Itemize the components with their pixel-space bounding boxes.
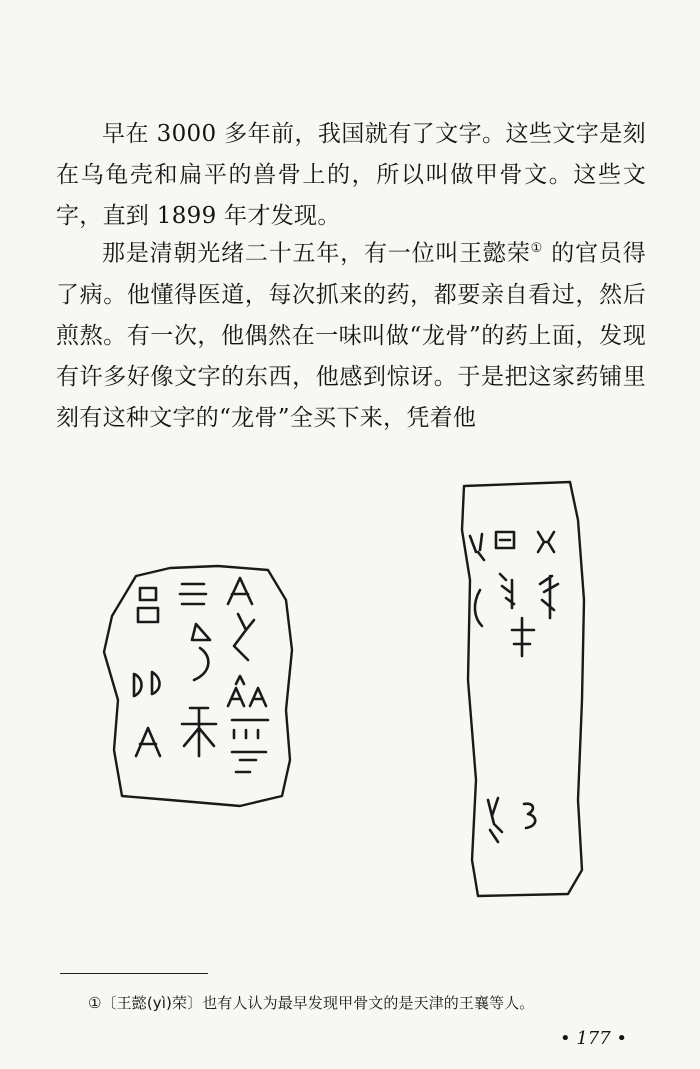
oracle-glyph-stack xyxy=(232,720,268,772)
oracle-glyph-branch xyxy=(234,614,254,660)
oracle-glyph-moon xyxy=(192,624,210,680)
oracle-glyph-column-middle xyxy=(496,532,534,656)
oracle-glyph-three xyxy=(180,584,206,604)
oracle-glyph-group-left xyxy=(134,578,268,772)
oracle-glyph-group-right xyxy=(470,532,558,842)
oracle-glyph-a-top xyxy=(228,578,252,604)
paragraph-1: 早在 3000 多年前，我国就有了文字。这些文字是刻在乌龟壳和扁平的兽骨上的，所以叫做甲骨文。这些文字，直到 1899 年才发现。 xyxy=(56,121,646,229)
page-number: • 177 • xyxy=(560,1028,628,1049)
oracle-glyph-a-bottom xyxy=(136,728,160,756)
oracle-glyph-column-left xyxy=(470,534,484,626)
paragraph-2-text-start: 那是清朝光绪二十五年，有一位叫王懿荣 xyxy=(102,240,531,267)
oracle-glyph-bottom-pair xyxy=(488,798,535,842)
footnote-reference-mark: ① xyxy=(530,241,544,256)
oracle-bone-illustration-left xyxy=(100,560,310,810)
oracle-bone-illustration-right xyxy=(458,480,588,900)
paragraph-2 xyxy=(56,228,646,439)
oracle-glyph-column-right xyxy=(538,532,558,618)
oracle-glyph-a-pair xyxy=(228,676,266,706)
paragraph-2-text-end: 的官员得了病。他懂得医道，每次抓来的药，都要亲自看过，然后煎熬。有一次，他偶然在一味叫做“龙骨”的药上面，发现有许多好像文字的东西，他感到惊讶。于是把这家药铺里刻有这种文字的“龙骨”全买下来，凭着他 xyxy=(56,240,646,431)
oracle-glyph-mouth xyxy=(138,588,158,622)
bone-fragment-outline-left xyxy=(104,566,292,806)
oracle-glyph-vessel xyxy=(134,672,160,696)
footnote-divider xyxy=(60,973,208,974)
footnote: ①〔王懿(yì)荣〕也有人认为最早发现甲骨文的是天津的王襄等人。 xyxy=(88,994,535,1012)
oracle-glyph-tree xyxy=(182,708,216,756)
